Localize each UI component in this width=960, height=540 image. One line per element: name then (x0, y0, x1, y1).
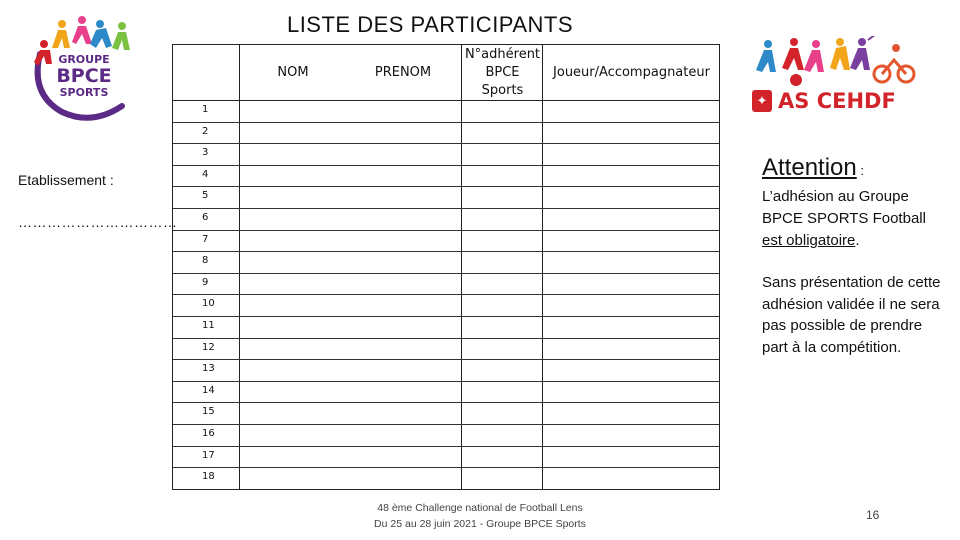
header-prenom: PRENOM (374, 65, 432, 80)
row-number: 18 (202, 471, 215, 483)
table-row (173, 123, 719, 145)
table-row (173, 144, 719, 166)
page-title: LISTE DES PARTICIPANTS (286, 12, 574, 37)
row-number: 6 (202, 211, 209, 223)
table-row (173, 101, 719, 123)
page-number: 16 (866, 508, 880, 522)
table-row (173, 295, 719, 317)
row-number: 9 (202, 276, 209, 288)
table-row (173, 468, 719, 490)
as-cehdf-logo (752, 36, 922, 118)
etablissement-field: …………………………… (18, 214, 178, 230)
row-number: 4 (202, 168, 209, 180)
notice-text-c: . (855, 232, 860, 249)
table-row (173, 187, 719, 209)
attention-word: Attention (762, 154, 857, 181)
row-number: 12 (202, 341, 215, 353)
row-number: 11 (202, 319, 215, 331)
header-nom: NOM (277, 65, 309, 80)
logo-line-sports: SPORTS (59, 86, 109, 99)
footer-line-1: 48 ème Challenge national de Football Lens (377, 502, 583, 514)
header-numero-adherent: N°adhérent BPCE Sports (464, 47, 541, 98)
logo-line-bpce: BPCE (56, 65, 112, 87)
attention-notice (762, 186, 942, 252)
row-number: 13 (202, 363, 215, 375)
notice-mandatory: est obligatoire (762, 232, 856, 249)
row-number: 15 (202, 406, 215, 418)
table-row (173, 231, 719, 253)
table-row (173, 403, 719, 425)
table-header-row (173, 45, 719, 101)
table-body (173, 101, 719, 490)
row-number: 17 (202, 449, 215, 461)
row-number: 14 (202, 384, 215, 396)
table-row (173, 274, 719, 296)
row-number: 1 (202, 104, 209, 115)
row-number: 3 (202, 147, 209, 159)
row-number: 5 (202, 190, 209, 202)
attention-colon: : (856, 163, 864, 178)
row-number: 2 (202, 125, 209, 137)
as-cehdf-text: AS CEHDF (778, 89, 896, 113)
etablissement-label: Etablissement : (18, 172, 114, 188)
row-number: 8 (202, 255, 209, 267)
footer (340, 500, 620, 532)
attention-warning: Sans présentation de cette adhésion validée il ne sera pas possible de prendre part à la compétition. (762, 274, 941, 356)
table-row (173, 360, 719, 382)
row-number: 16 (202, 427, 215, 439)
table-row (173, 209, 719, 231)
table-row (173, 382, 719, 404)
row-number: 10 (202, 298, 215, 310)
table-row (173, 425, 719, 447)
table-row (173, 252, 719, 274)
table-row (173, 166, 719, 188)
header-joueur-accompagnateur: Joueur/Accompagnateur (553, 65, 710, 80)
attention-title (762, 154, 864, 182)
row-number: 7 (202, 233, 209, 245)
participants-table (172, 44, 720, 490)
footer-line-2: Du 25 au 28 juin 2021 - Groupe BPCE Sports (374, 518, 586, 530)
table-row (173, 317, 719, 339)
table-row (173, 339, 719, 361)
logo-line-groupe: GROUPE (58, 53, 110, 66)
table-row (173, 447, 719, 469)
groupe-bpce-sports-logo (22, 14, 152, 124)
squirrel-badge-icon: ✦ (752, 90, 772, 112)
notice-text-a: L’adhésion au Groupe BPCE SPORTS Football (762, 188, 926, 227)
as-cehdf-wordmark (752, 88, 902, 114)
